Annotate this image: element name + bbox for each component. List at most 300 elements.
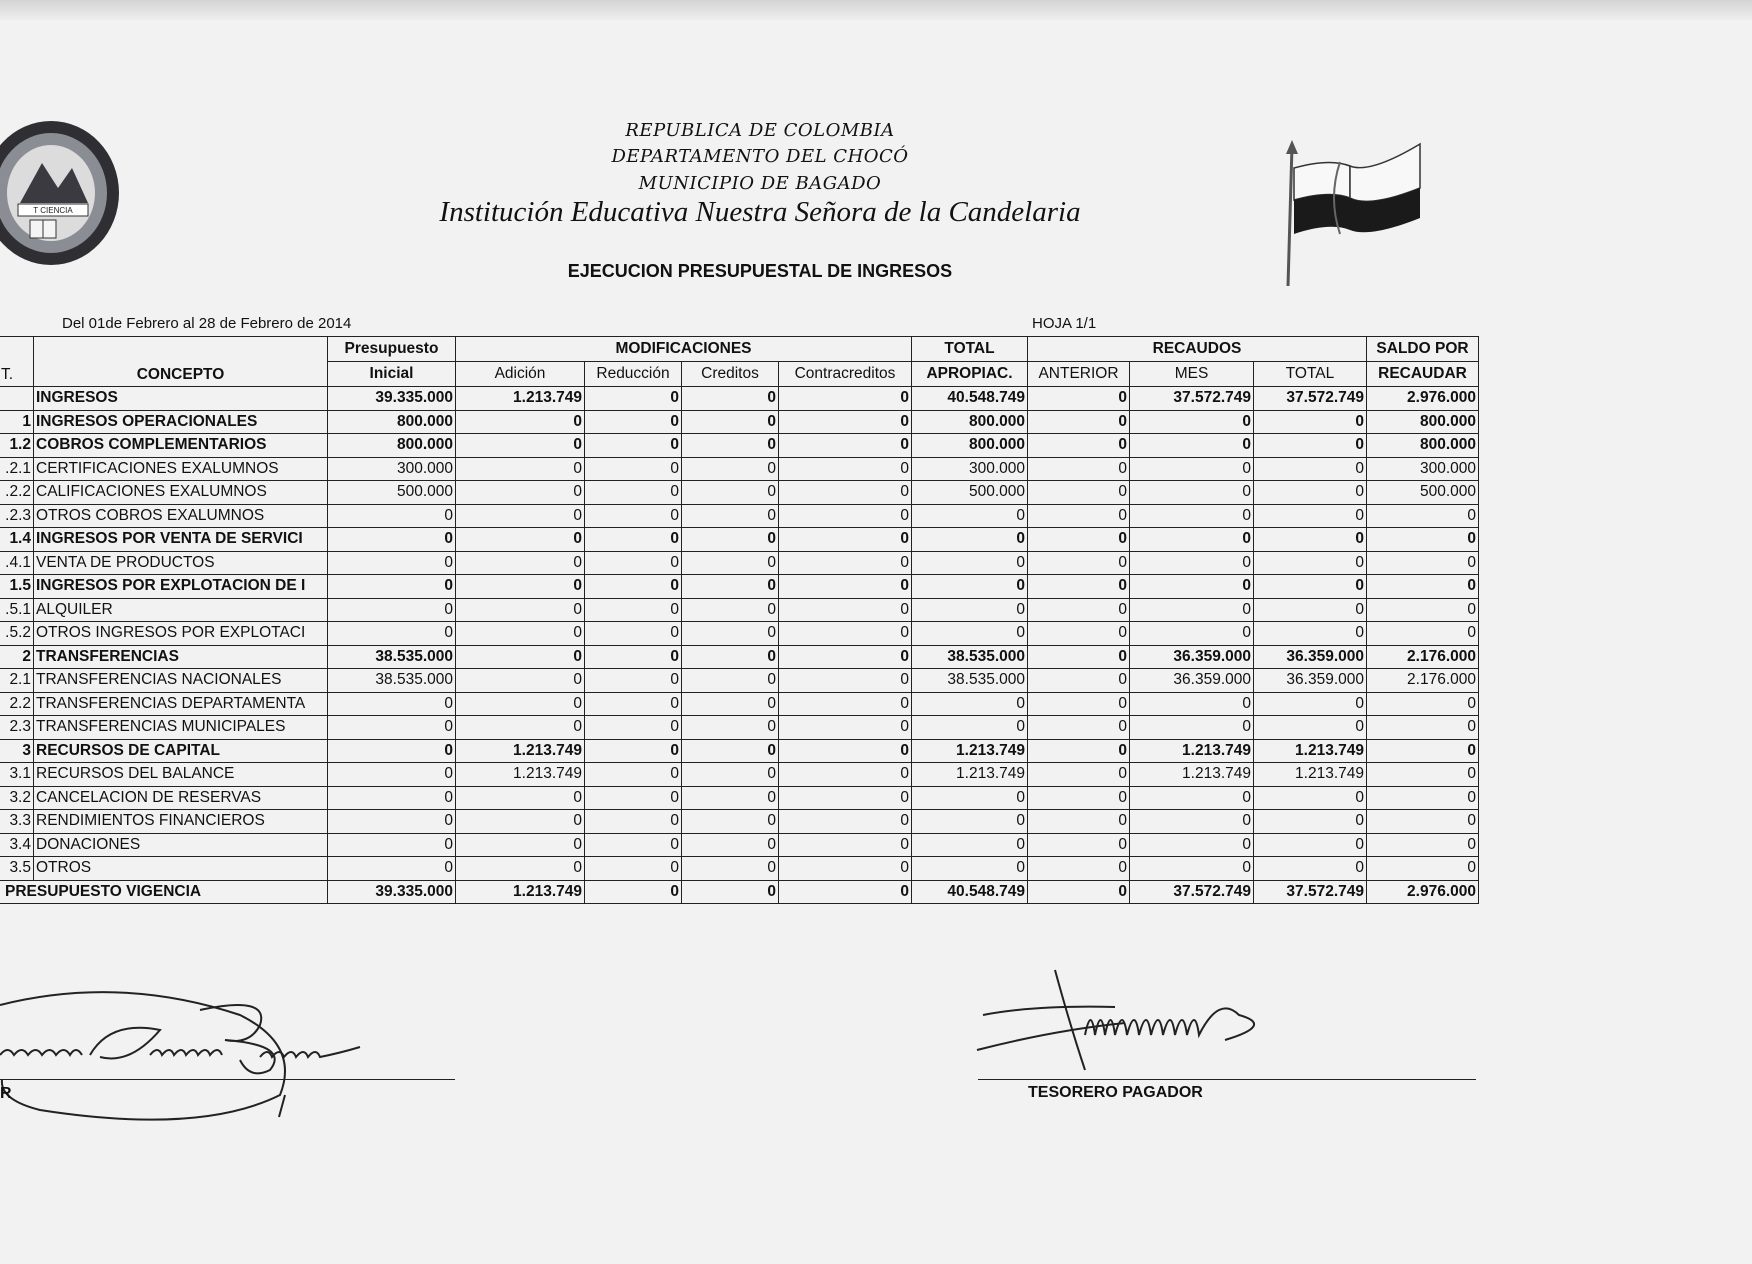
row-value: 0 [1028, 739, 1130, 763]
row-value: 300.000 [328, 457, 456, 481]
col-total-recaudos-header: TOTAL [1254, 362, 1367, 387]
row-value: 0 [1254, 528, 1367, 552]
row-value: 0 [1367, 786, 1479, 810]
sheet-number: HOJA 1/1 [1032, 315, 1097, 332]
row-value: 0 [1254, 457, 1367, 481]
row-value: 0 [912, 575, 1028, 599]
row-value: 0 [1130, 786, 1254, 810]
row-value: 0 [1028, 692, 1130, 716]
row-value: 0 [1028, 763, 1130, 787]
left-signature-line [0, 1079, 455, 1080]
col-modificaciones-header: MODIFICACIONES [456, 337, 912, 362]
left-signature [0, 985, 470, 1135]
row-value: 0 [1028, 434, 1130, 458]
row-value: 0 [1254, 857, 1367, 881]
row-value: 0 [682, 692, 779, 716]
row-value: 0 [328, 739, 456, 763]
row-value: 0 [682, 387, 779, 411]
row-value: 0 [779, 551, 912, 575]
col-contracreditos-header: Contracreditos [779, 362, 912, 387]
header-department: DEPARTAMENTO DEL CHOCÓ [611, 146, 909, 167]
row-value: 0 [456, 457, 585, 481]
row-value: 0 [456, 833, 585, 857]
table-row [0, 434, 1479, 458]
row-value: 0 [1367, 739, 1479, 763]
col-adicion-header: Adición [456, 362, 585, 387]
total-cell: 37.572.749 [1254, 880, 1367, 904]
scan-top-edge [0, 0, 1752, 20]
row-value: 0 [456, 481, 585, 505]
row-value: 0 [585, 786, 682, 810]
row-value: 0 [1254, 692, 1367, 716]
row-value: 0 [585, 810, 682, 834]
row-value: 1.213.749 [1130, 763, 1254, 787]
row-concept: INGRESOS OPERACIONALES [34, 410, 328, 434]
row-value: 1.213.749 [456, 387, 585, 411]
total-cell: 40.548.749 [912, 880, 1028, 904]
row-value: 0 [328, 551, 456, 575]
row-value: 0 [682, 833, 779, 857]
col-apropiac-header: APROPIAC. [912, 362, 1028, 387]
row-value: 0 [456, 669, 585, 693]
row-value: 0 [456, 551, 585, 575]
row-value: 0 [585, 434, 682, 458]
row-value: 0 [779, 716, 912, 740]
row-value: 0 [585, 504, 682, 528]
row-value: 0 [912, 622, 1028, 646]
total-row-label: PRESUPUESTO VIGENCIA [0, 880, 328, 904]
col-creditos-header: Creditos [682, 362, 779, 387]
row-code [0, 387, 34, 411]
row-code: .2.2 [0, 481, 34, 505]
col-presupuesto-header: Presupuesto [328, 337, 456, 362]
row-value: 800.000 [328, 434, 456, 458]
total-row [0, 880, 1479, 904]
left-signature-label: R [0, 1085, 12, 1102]
row-value: 0 [1028, 457, 1130, 481]
row-value: 2.176.000 [1367, 669, 1479, 693]
row-value: 0 [779, 598, 912, 622]
col-reduccion-header: Reducción [585, 362, 682, 387]
table-row [0, 622, 1479, 646]
total-cell: 2.976.000 [1367, 880, 1479, 904]
row-value: 0 [682, 739, 779, 763]
row-concept: VENTA DE PRODUCTOS [34, 551, 328, 575]
row-value: 0 [1254, 481, 1367, 505]
total-cell: 0 [779, 880, 912, 904]
row-concept: COBROS COMPLEMENTARIOS [34, 434, 328, 458]
row-value: 0 [1367, 575, 1479, 599]
table-row [0, 387, 1479, 411]
row-value: 0 [456, 410, 585, 434]
row-value: 0 [779, 692, 912, 716]
row-value: 0 [779, 504, 912, 528]
row-value: 0 [682, 857, 779, 881]
row-value: 0 [1367, 857, 1479, 881]
row-code: 1.4 [0, 528, 34, 552]
table-row [0, 692, 1479, 716]
row-code: .2.1 [0, 457, 34, 481]
row-value: 0 [779, 387, 912, 411]
row-value: 0 [585, 457, 682, 481]
row-value: 0 [912, 833, 1028, 857]
row-value: 0 [682, 716, 779, 740]
row-value: 0 [1367, 763, 1479, 787]
row-concept: INGRESOS POR VENTA DE SERVICI [34, 528, 328, 552]
row-value: 0 [682, 504, 779, 528]
row-value: 0 [1367, 622, 1479, 646]
row-code: 3.4 [0, 833, 34, 857]
row-value: 0 [328, 857, 456, 881]
row-value: 36.359.000 [1130, 669, 1254, 693]
table-row [0, 716, 1479, 740]
row-concept: CERTIFICACIONES EXALUMNOS [34, 457, 328, 481]
row-code: .4.1 [0, 551, 34, 575]
row-value: 0 [912, 598, 1028, 622]
row-value: 0 [1130, 528, 1254, 552]
col-saldo-header: SALDO POR [1367, 337, 1479, 362]
row-value: 0 [682, 551, 779, 575]
total-cell: 0 [1028, 880, 1130, 904]
row-value: 0 [912, 716, 1028, 740]
row-value: 0 [328, 692, 456, 716]
header-municipality: MUNICIPIO DE BAGADO [638, 173, 882, 194]
table-row [0, 810, 1479, 834]
row-value: 36.359.000 [1254, 669, 1367, 693]
row-code: 2.1 [0, 669, 34, 693]
row-value: 0 [1028, 716, 1130, 740]
row-value: 0 [1028, 810, 1130, 834]
col-total-header: TOTAL [912, 337, 1028, 362]
row-value: 0 [328, 833, 456, 857]
row-code: 3 [0, 739, 34, 763]
row-value: 0 [779, 669, 912, 693]
col-code-header: T. [0, 337, 34, 387]
row-concept: TRANSFERENCIAS [34, 645, 328, 669]
header-republic: REPUBLICA DE COLOMBIA [625, 120, 895, 141]
row-value: 0 [1254, 410, 1367, 434]
row-value: 0 [912, 857, 1028, 881]
row-value: 0 [682, 528, 779, 552]
row-value: 0 [1028, 645, 1130, 669]
row-value: 0 [1254, 622, 1367, 646]
row-concept: OTROS [34, 857, 328, 881]
row-value: 0 [585, 716, 682, 740]
table-row [0, 481, 1479, 505]
row-concept: RECURSOS DEL BALANCE [34, 763, 328, 787]
row-value: 0 [328, 528, 456, 552]
row-value: 1.213.749 [1254, 763, 1367, 787]
row-value: 0 [1130, 598, 1254, 622]
row-value: 0 [1028, 410, 1130, 434]
row-value: 39.335.000 [328, 387, 456, 411]
row-value: 0 [328, 598, 456, 622]
row-value: 37.572.749 [1130, 387, 1254, 411]
row-value: 0 [328, 622, 456, 646]
row-value: 800.000 [1367, 410, 1479, 434]
row-value: 0 [456, 434, 585, 458]
row-value: 0 [585, 410, 682, 434]
row-value: 0 [682, 645, 779, 669]
header-row-1 [0, 337, 1479, 362]
table-row [0, 833, 1479, 857]
row-value: 0 [585, 669, 682, 693]
row-value: 0 [1028, 575, 1130, 599]
row-value: 1.213.749 [912, 763, 1028, 787]
row-value: 800.000 [912, 434, 1028, 458]
col-recaudos-header: RECAUDOS [1028, 337, 1367, 362]
row-value: 0 [585, 645, 682, 669]
row-value: 37.572.749 [1254, 387, 1367, 411]
row-value: 0 [682, 481, 779, 505]
row-concept: TRANSFERENCIAS NACIONALES [34, 669, 328, 693]
row-value: 0 [682, 786, 779, 810]
row-value: 0 [1028, 481, 1130, 505]
row-value: 0 [456, 716, 585, 740]
row-value: 0 [1254, 786, 1367, 810]
row-value: 0 [1130, 622, 1254, 646]
right-signature [975, 965, 1315, 1085]
row-value: 500.000 [1367, 481, 1479, 505]
row-value: 800.000 [912, 410, 1028, 434]
row-value: 0 [328, 575, 456, 599]
row-value: 0 [585, 387, 682, 411]
row-value: 500.000 [912, 481, 1028, 505]
row-value: 0 [779, 622, 912, 646]
row-value: 0 [779, 857, 912, 881]
row-concept: RECURSOS DE CAPITAL [34, 739, 328, 763]
row-value: 0 [779, 481, 912, 505]
row-value: 0 [585, 622, 682, 646]
row-value: 0 [1254, 575, 1367, 599]
row-value: 0 [585, 575, 682, 599]
table-row [0, 763, 1479, 787]
col-recaudar-header: RECAUDAR [1367, 362, 1479, 387]
row-value: 0 [682, 598, 779, 622]
row-value: 0 [328, 716, 456, 740]
row-value: 0 [779, 810, 912, 834]
bagado-flag-icon [1270, 138, 1430, 288]
table-row [0, 857, 1479, 881]
row-value: 0 [1367, 833, 1479, 857]
row-value: 1.213.749 [1254, 739, 1367, 763]
row-value: 0 [1254, 716, 1367, 740]
row-value: 0 [1130, 504, 1254, 528]
row-value: 38.535.000 [912, 645, 1028, 669]
row-value: 0 [1028, 833, 1130, 857]
row-value: 0 [779, 528, 912, 552]
row-concept: DONACIONES [34, 833, 328, 857]
row-value: 0 [779, 739, 912, 763]
right-signature-label: TESORERO PAGADOR [1028, 1084, 1203, 1101]
row-value: 0 [1130, 810, 1254, 834]
row-value: 0 [1130, 434, 1254, 458]
row-value: 0 [779, 575, 912, 599]
row-value: 0 [1130, 551, 1254, 575]
row-value: 0 [779, 434, 912, 458]
row-value: 0 [328, 810, 456, 834]
row-value: 0 [779, 833, 912, 857]
row-concept: RENDIMIENTOS FINANCIEROS [34, 810, 328, 834]
row-value: 500.000 [328, 481, 456, 505]
row-value: 1.213.749 [1130, 739, 1254, 763]
row-value: 2.176.000 [1367, 645, 1479, 669]
table-row [0, 410, 1479, 434]
row-value: 0 [1367, 528, 1479, 552]
row-value: 0 [456, 622, 585, 646]
row-concept: TRANSFERENCIAS MUNICIPALES [34, 716, 328, 740]
col-concept-header: CONCEPTO [34, 337, 328, 387]
row-value: 1.213.749 [456, 739, 585, 763]
row-value: 0 [779, 786, 912, 810]
row-value: 38.535.000 [328, 645, 456, 669]
report-period: Del 01de Febrero al 28 de Febrero de 2014 [62, 315, 352, 332]
row-value: 0 [1028, 669, 1130, 693]
row-value: 0 [1028, 786, 1130, 810]
total-cell: 0 [682, 880, 779, 904]
row-value: 800.000 [328, 410, 456, 434]
row-value: 0 [456, 857, 585, 881]
row-code: 1 [0, 410, 34, 434]
row-value: 0 [585, 692, 682, 716]
table-row [0, 575, 1479, 599]
header-institution: Institución Educativa Nuestra Señora de la Candelaria [439, 196, 1081, 228]
row-value: 0 [779, 645, 912, 669]
row-value: 0 [1028, 528, 1130, 552]
row-value: 0 [912, 810, 1028, 834]
row-code: 1.5 [0, 575, 34, 599]
row-code: 2.3 [0, 716, 34, 740]
row-value: 0 [682, 810, 779, 834]
row-value: 0 [1130, 857, 1254, 881]
table-row [0, 786, 1479, 810]
right-signature-line [978, 1079, 1476, 1080]
row-code: 3.1 [0, 763, 34, 787]
table-row [0, 669, 1479, 693]
row-value: 0 [1028, 857, 1130, 881]
row-value: 800.000 [1367, 434, 1479, 458]
row-value: 0 [1130, 692, 1254, 716]
row-value: 0 [1130, 575, 1254, 599]
col-mes-header: MES [1130, 362, 1254, 387]
row-code: 3.3 [0, 810, 34, 834]
row-value: 0 [1254, 551, 1367, 575]
row-value: 0 [1367, 551, 1479, 575]
row-value: 0 [779, 410, 912, 434]
row-value: 0 [456, 692, 585, 716]
total-cell: 1.213.749 [456, 880, 585, 904]
budget-table [0, 336, 1479, 904]
seal-text: T CIENCIA [33, 206, 73, 215]
col-anterior-header: ANTERIOR [1028, 362, 1130, 387]
row-concept: INGRESOS [34, 387, 328, 411]
row-value: 0 [456, 504, 585, 528]
row-concept: CANCELACION DE RESERVAS [34, 786, 328, 810]
row-value: 0 [682, 575, 779, 599]
row-value: 0 [682, 410, 779, 434]
row-value: 0 [912, 551, 1028, 575]
row-value: 0 [585, 739, 682, 763]
row-code: .2.3 [0, 504, 34, 528]
row-value: 0 [585, 551, 682, 575]
row-value: 0 [328, 504, 456, 528]
table-row [0, 457, 1479, 481]
row-value: 0 [585, 528, 682, 552]
row-value: 0 [1254, 434, 1367, 458]
row-value: 0 [1028, 387, 1130, 411]
row-value: 0 [1130, 457, 1254, 481]
row-value: 0 [585, 763, 682, 787]
total-cell: 39.335.000 [328, 880, 456, 904]
row-value: 0 [912, 504, 1028, 528]
row-value: 0 [585, 857, 682, 881]
row-value: 0 [912, 786, 1028, 810]
row-value: 0 [585, 833, 682, 857]
row-value: 0 [1254, 810, 1367, 834]
row-value: 300.000 [912, 457, 1028, 481]
row-value: 0 [912, 528, 1028, 552]
row-value: 0 [1130, 410, 1254, 434]
school-seal-icon [0, 118, 122, 268]
row-value: 0 [456, 810, 585, 834]
row-value: 40.548.749 [912, 387, 1028, 411]
row-value: 0 [1367, 598, 1479, 622]
row-concept: CALIFICACIONES EXALUMNOS [34, 481, 328, 505]
row-code: 1.2 [0, 434, 34, 458]
table-row [0, 645, 1479, 669]
row-value: 0 [1254, 598, 1367, 622]
row-value: 38.535.000 [328, 669, 456, 693]
row-value: 0 [1367, 504, 1479, 528]
row-code: 3.2 [0, 786, 34, 810]
row-value: 38.535.000 [912, 669, 1028, 693]
row-value: 0 [1130, 716, 1254, 740]
row-value: 0 [456, 786, 585, 810]
row-value: 0 [682, 434, 779, 458]
row-value: 0 [912, 692, 1028, 716]
row-value: 0 [1367, 716, 1479, 740]
row-value: 0 [682, 763, 779, 787]
row-value: 0 [328, 786, 456, 810]
row-value: 0 [779, 457, 912, 481]
row-value: 0 [1254, 504, 1367, 528]
total-cell: 37.572.749 [1130, 880, 1254, 904]
table-row [0, 551, 1479, 575]
row-code: .5.1 [0, 598, 34, 622]
table-row [0, 739, 1479, 763]
row-value: 1.213.749 [456, 763, 585, 787]
row-value: 0 [1367, 692, 1479, 716]
row-value: 0 [585, 598, 682, 622]
row-value: 36.359.000 [1254, 645, 1367, 669]
row-code: 3.5 [0, 857, 34, 881]
row-value: 0 [779, 763, 912, 787]
row-value: 0 [1130, 481, 1254, 505]
row-value: 1.213.749 [912, 739, 1028, 763]
row-code: 2.2 [0, 692, 34, 716]
row-value: 0 [1028, 622, 1130, 646]
row-value: 0 [1028, 551, 1130, 575]
row-value: 0 [1028, 504, 1130, 528]
total-cell: 0 [585, 880, 682, 904]
col-inicial-header: Inicial [328, 362, 456, 387]
row-value: 0 [456, 645, 585, 669]
row-value: 0 [1130, 833, 1254, 857]
row-value: 0 [456, 598, 585, 622]
row-value: 0 [456, 575, 585, 599]
row-concept: ALQUILER [34, 598, 328, 622]
table-row [0, 528, 1479, 552]
